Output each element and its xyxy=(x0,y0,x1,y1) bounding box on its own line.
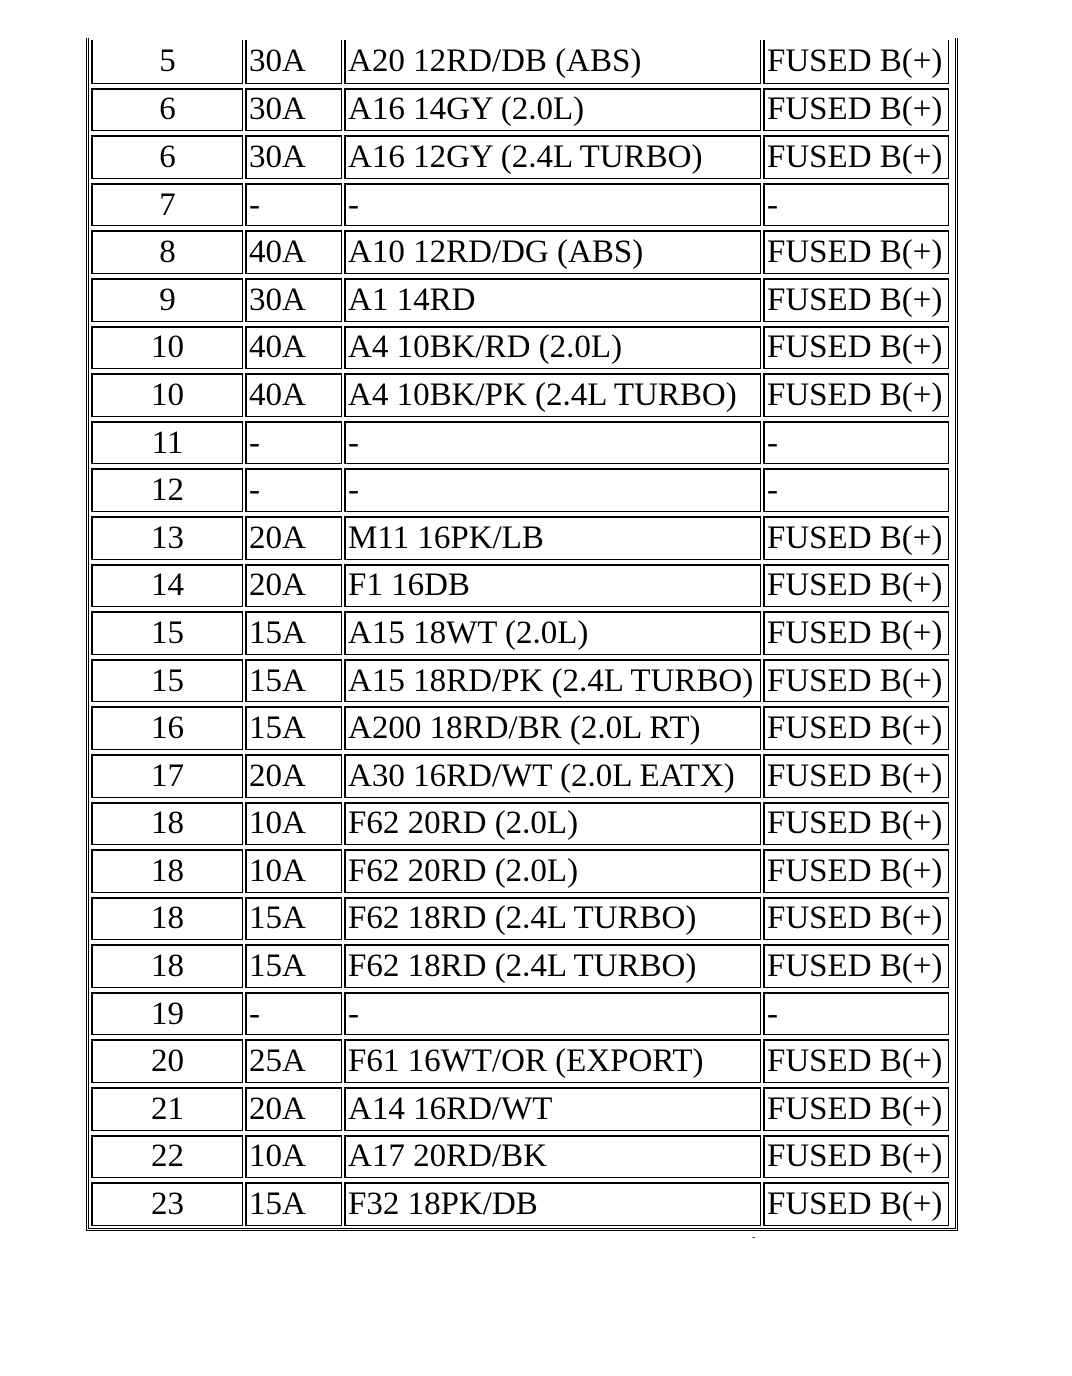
cavity-number-cell: 21 xyxy=(91,1087,243,1131)
description-cell: FUSED B(+) xyxy=(763,1039,949,1083)
fuse-rating-cell: 40A xyxy=(245,373,342,417)
description-cell: FUSED B(+) xyxy=(763,1087,949,1131)
table-row xyxy=(89,38,955,86)
cavity-number-cell: 18 xyxy=(91,849,243,893)
fuse-rating-cell: - xyxy=(245,421,342,465)
table-row xyxy=(89,752,955,800)
table-row xyxy=(89,419,955,467)
wire-circuit-cell: A14 16RD/WT xyxy=(344,1087,761,1131)
table-row xyxy=(89,86,955,134)
fuse-rating-cell: 25A xyxy=(245,1039,342,1083)
cavity-number-cell: 18 xyxy=(91,802,243,846)
wire-circuit-cell: F32 18PK/DB xyxy=(344,1182,761,1226)
table-row xyxy=(89,133,955,181)
fuse-rating-cell: 10A xyxy=(245,849,342,893)
description-cell: FUSED B(+) xyxy=(763,326,949,370)
wire-circuit-cell: - xyxy=(344,183,761,227)
wire-circuit-cell: A16 14GY (2.0L) xyxy=(344,88,761,132)
wire-circuit-cell: F61 16WT/OR (EXPORT) xyxy=(344,1039,761,1083)
table-row xyxy=(89,181,955,229)
wire-circuit-cell: - xyxy=(344,421,761,465)
cavity-number-cell: 11 xyxy=(91,421,243,465)
wire-circuit-cell: A15 18RD/PK (2.4L TURBO) xyxy=(344,659,761,703)
cavity-number-cell: 22 xyxy=(91,1135,243,1179)
table-row xyxy=(89,1180,955,1228)
cavity-number-cell: 23 xyxy=(91,1182,243,1226)
wire-circuit-cell: A15 18WT (2.0L) xyxy=(344,611,761,655)
cavity-number-cell: 9 xyxy=(91,278,243,322)
fuse-rating-cell: 20A xyxy=(245,564,342,608)
wire-circuit-cell: A16 12GY (2.4L TURBO) xyxy=(344,135,761,179)
table-row xyxy=(89,466,955,514)
description-cell: - xyxy=(763,421,949,465)
description-cell: FUSED B(+) xyxy=(763,516,949,560)
wire-circuit-cell: A30 16RD/WT (2.0L EATX) xyxy=(344,754,761,798)
cavity-number-cell: 7 xyxy=(91,183,243,227)
fuse-rating-cell: 15A xyxy=(245,1182,342,1226)
cavity-number-cell: 15 xyxy=(91,659,243,703)
wire-circuit-cell: A17 20RD/BK xyxy=(344,1135,761,1179)
fuse-rating-cell: 15A xyxy=(245,706,342,750)
cavity-number-cell: 10 xyxy=(91,373,243,417)
table-row xyxy=(89,942,955,990)
description-cell: FUSED B(+) xyxy=(763,754,949,798)
wire-circuit-cell: A20 12RD/DB (ABS) xyxy=(344,40,761,84)
description-cell: FUSED B(+) xyxy=(763,1182,949,1226)
cavity-number-cell: 15 xyxy=(91,611,243,655)
wire-circuit-cell: - xyxy=(344,468,761,512)
wire-circuit-cell: A10 12RD/DG (ABS) xyxy=(344,230,761,274)
fuse-rating-cell: 15A xyxy=(245,897,342,941)
wire-circuit-cell: F1 16DB xyxy=(344,564,761,608)
wire-circuit-cell: A4 10BK/RD (2.0L) xyxy=(344,326,761,370)
description-cell: FUSED B(+) xyxy=(763,88,949,132)
cavity-number-cell: 10 xyxy=(91,326,243,370)
fuse-rating-cell: 10A xyxy=(245,1135,342,1179)
description-cell: FUSED B(+) xyxy=(763,40,949,84)
cavity-number-cell: 12 xyxy=(91,468,243,512)
table-row xyxy=(89,514,955,562)
description-cell: FUSED B(+) xyxy=(763,897,949,941)
table-row xyxy=(89,1085,955,1133)
table-row xyxy=(89,324,955,372)
fuse-rating-cell: - xyxy=(245,183,342,227)
fuse-rating-cell: 40A xyxy=(245,230,342,274)
description-cell: FUSED B(+) xyxy=(763,135,949,179)
cavity-number-cell: 14 xyxy=(91,564,243,608)
fuse-rating-cell: 30A xyxy=(245,135,342,179)
fuse-rating-cell: 20A xyxy=(245,754,342,798)
description-cell: FUSED B(+) xyxy=(763,802,949,846)
table-row xyxy=(89,847,955,895)
fuse-rating-cell: 15A xyxy=(245,611,342,655)
wire-circuit-cell: F62 18RD (2.4L TURBO) xyxy=(344,897,761,941)
wire-circuit-cell: - xyxy=(344,992,761,1036)
wire-circuit-cell: A200 18RD/BR (2.0L RT) xyxy=(344,706,761,750)
fuse-rating-cell: 10A xyxy=(245,802,342,846)
table-row xyxy=(89,1037,955,1085)
cavity-number-cell: 18 xyxy=(91,944,243,988)
table-row xyxy=(89,895,955,943)
fuse-rating-cell: 15A xyxy=(245,944,342,988)
fuse-rating-cell: - xyxy=(245,992,342,1036)
table-row xyxy=(89,990,955,1038)
cavity-number-cell: 16 xyxy=(91,706,243,750)
wire-circuit-cell: F62 20RD (2.0L) xyxy=(344,802,761,846)
description-cell: - xyxy=(763,468,949,512)
description-cell: FUSED B(+) xyxy=(763,230,949,274)
table-row xyxy=(89,371,955,419)
cavity-number-cell: 19 xyxy=(91,992,243,1036)
fuse-rating-cell: 30A xyxy=(245,278,342,322)
description-cell: - xyxy=(763,992,949,1036)
description-cell: FUSED B(+) xyxy=(763,564,949,608)
cavity-number-cell: 8 xyxy=(91,230,243,274)
fuse-rating-cell: 30A xyxy=(245,40,342,84)
table-row xyxy=(89,800,955,848)
wire-circuit-cell: A4 10BK/PK (2.4L TURBO) xyxy=(344,373,761,417)
fuse-rating-cell: - xyxy=(245,468,342,512)
description-cell: FUSED B(+) xyxy=(763,944,949,988)
description-cell: FUSED B(+) xyxy=(763,659,949,703)
fuse-table xyxy=(86,38,958,1231)
cavity-number-cell: 20 xyxy=(91,1039,243,1083)
table-row xyxy=(89,562,955,610)
description-cell: FUSED B(+) xyxy=(763,278,949,322)
cavity-number-cell: 17 xyxy=(91,754,243,798)
description-cell: FUSED B(+) xyxy=(763,1135,949,1179)
description-cell: FUSED B(+) xyxy=(763,373,949,417)
description-cell: FUSED B(+) xyxy=(763,706,949,750)
wire-circuit-cell: F62 20RD (2.0L) xyxy=(344,849,761,893)
wire-circuit-cell: A1 14RD xyxy=(344,278,761,322)
cavity-number-cell: 5 xyxy=(91,40,243,84)
table-row xyxy=(89,609,955,657)
wire-circuit-cell: M11 16PK/LB xyxy=(344,516,761,560)
table-row xyxy=(89,228,955,276)
table-row xyxy=(89,276,955,324)
fuse-rating-cell: 30A xyxy=(245,88,342,132)
description-cell: - xyxy=(763,183,949,227)
cavity-number-cell: 18 xyxy=(91,897,243,941)
table-row xyxy=(89,657,955,705)
wire-circuit-cell: F62 18RD (2.4L TURBO) xyxy=(344,944,761,988)
cavity-number-cell: 6 xyxy=(91,88,243,132)
fuse-rating-cell: 40A xyxy=(245,326,342,370)
fuse-rating-cell: 20A xyxy=(245,1087,342,1131)
cavity-number-cell: 6 xyxy=(91,135,243,179)
fuse-rating-cell: 15A xyxy=(245,659,342,703)
table-row xyxy=(89,1133,955,1181)
fuse-rating-cell: 20A xyxy=(245,516,342,560)
cavity-number-cell: 13 xyxy=(91,516,243,560)
description-cell: FUSED B(+) xyxy=(763,849,949,893)
table-row xyxy=(89,704,955,752)
description-cell: FUSED B(+) xyxy=(763,611,949,655)
stray-mark: - xyxy=(752,1232,756,1243)
